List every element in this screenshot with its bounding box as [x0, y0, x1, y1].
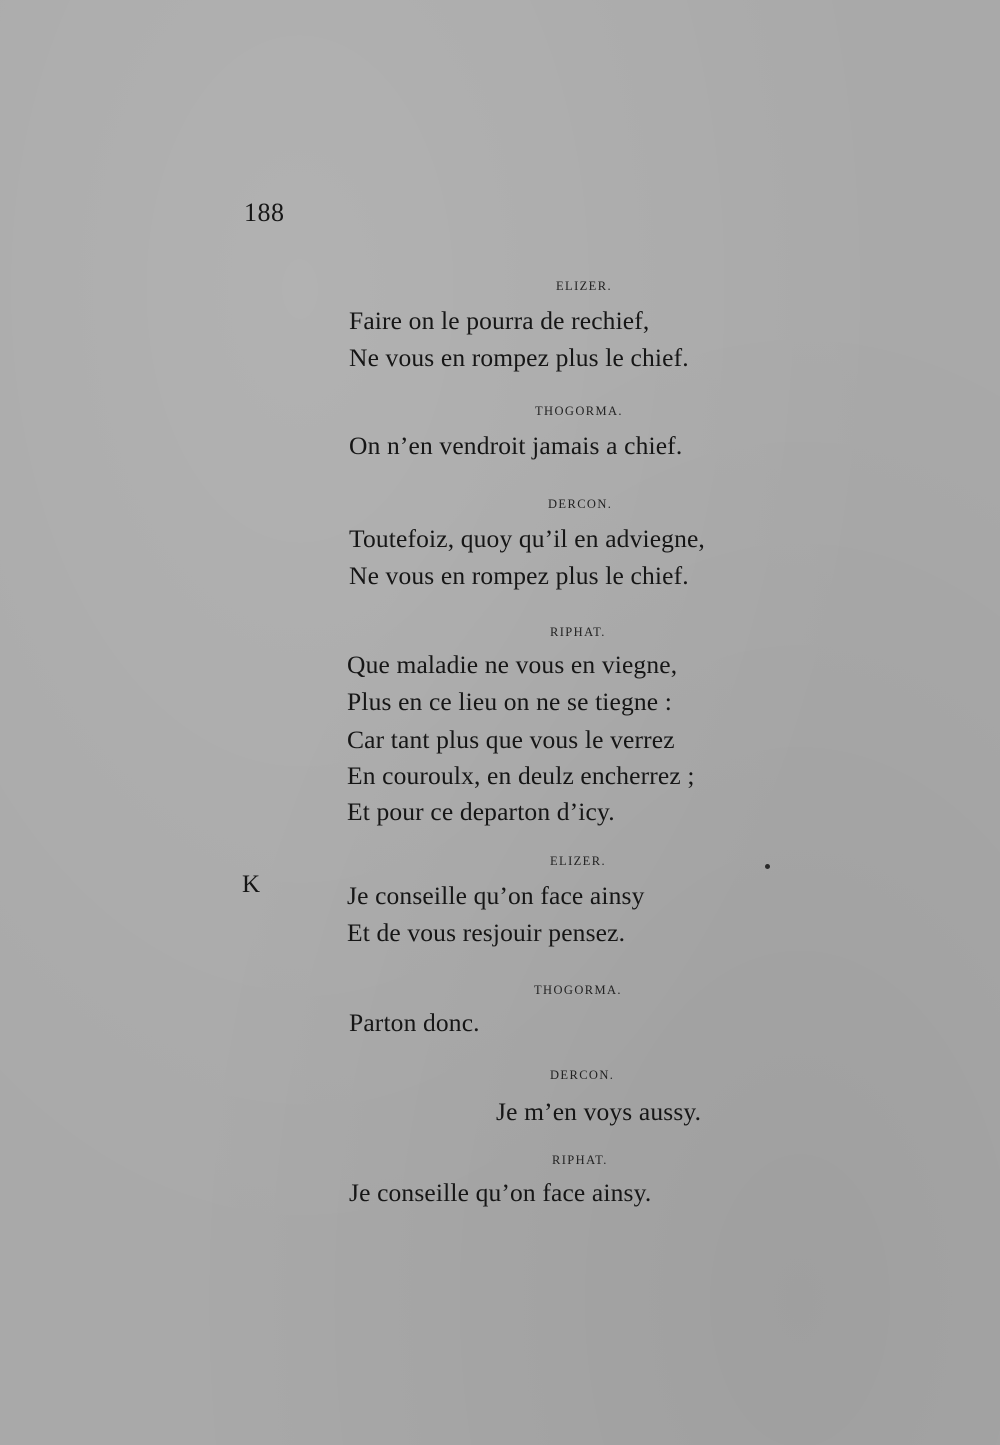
speaker-name: ELIZER. — [556, 279, 612, 293]
verse-line: Toutefoiz, quoy qu’il en adviegne, — [349, 524, 705, 553]
verse-line: On n’en vendroit jamais a chief. — [349, 431, 683, 460]
speaker-name: RIPHAT. — [550, 625, 606, 639]
verse-line: En couroulx, en deulz encherrez ; — [347, 761, 695, 790]
speaker-name: ELIZER. — [550, 854, 606, 868]
speaker-name: DERCON. — [550, 1068, 615, 1082]
verse-line: Car tant plus que vous le verrez — [347, 725, 675, 754]
verse-line: Faire on le pourra de rechief, — [349, 306, 650, 335]
speaker-name: THOGORMA. — [534, 983, 622, 997]
verse-line: Ne vous en rompez plus le chief. — [349, 561, 689, 590]
verse-line: Je conseille qu’on face ainsy — [347, 881, 645, 910]
verse-line: Plus en ce lieu on ne se tiegne : — [347, 687, 673, 716]
margin-signature-mark: K — [242, 871, 261, 898]
verse-line: Que maladie ne vous en viegne, — [347, 650, 678, 679]
verse-line: Parton donc. — [349, 1008, 480, 1037]
speaker-name: THOGORMA. — [535, 404, 623, 418]
page-number: 188 — [244, 198, 285, 227]
speaker-name: DERCON. — [548, 497, 613, 511]
speaker-name: RIPHAT. — [552, 1153, 608, 1167]
verse-line: Ne vous en rompez plus le chief. — [349, 343, 689, 372]
verse-line: Je m’en voys aussy. — [496, 1097, 702, 1126]
ink-speck — [765, 864, 770, 869]
verse-line: Et pour ce departon d’icy. — [347, 797, 615, 826]
verse-line: Je conseille qu’on face ainsy. — [349, 1178, 652, 1207]
verse-line: Et de vous resjouir pensez. — [347, 918, 626, 947]
